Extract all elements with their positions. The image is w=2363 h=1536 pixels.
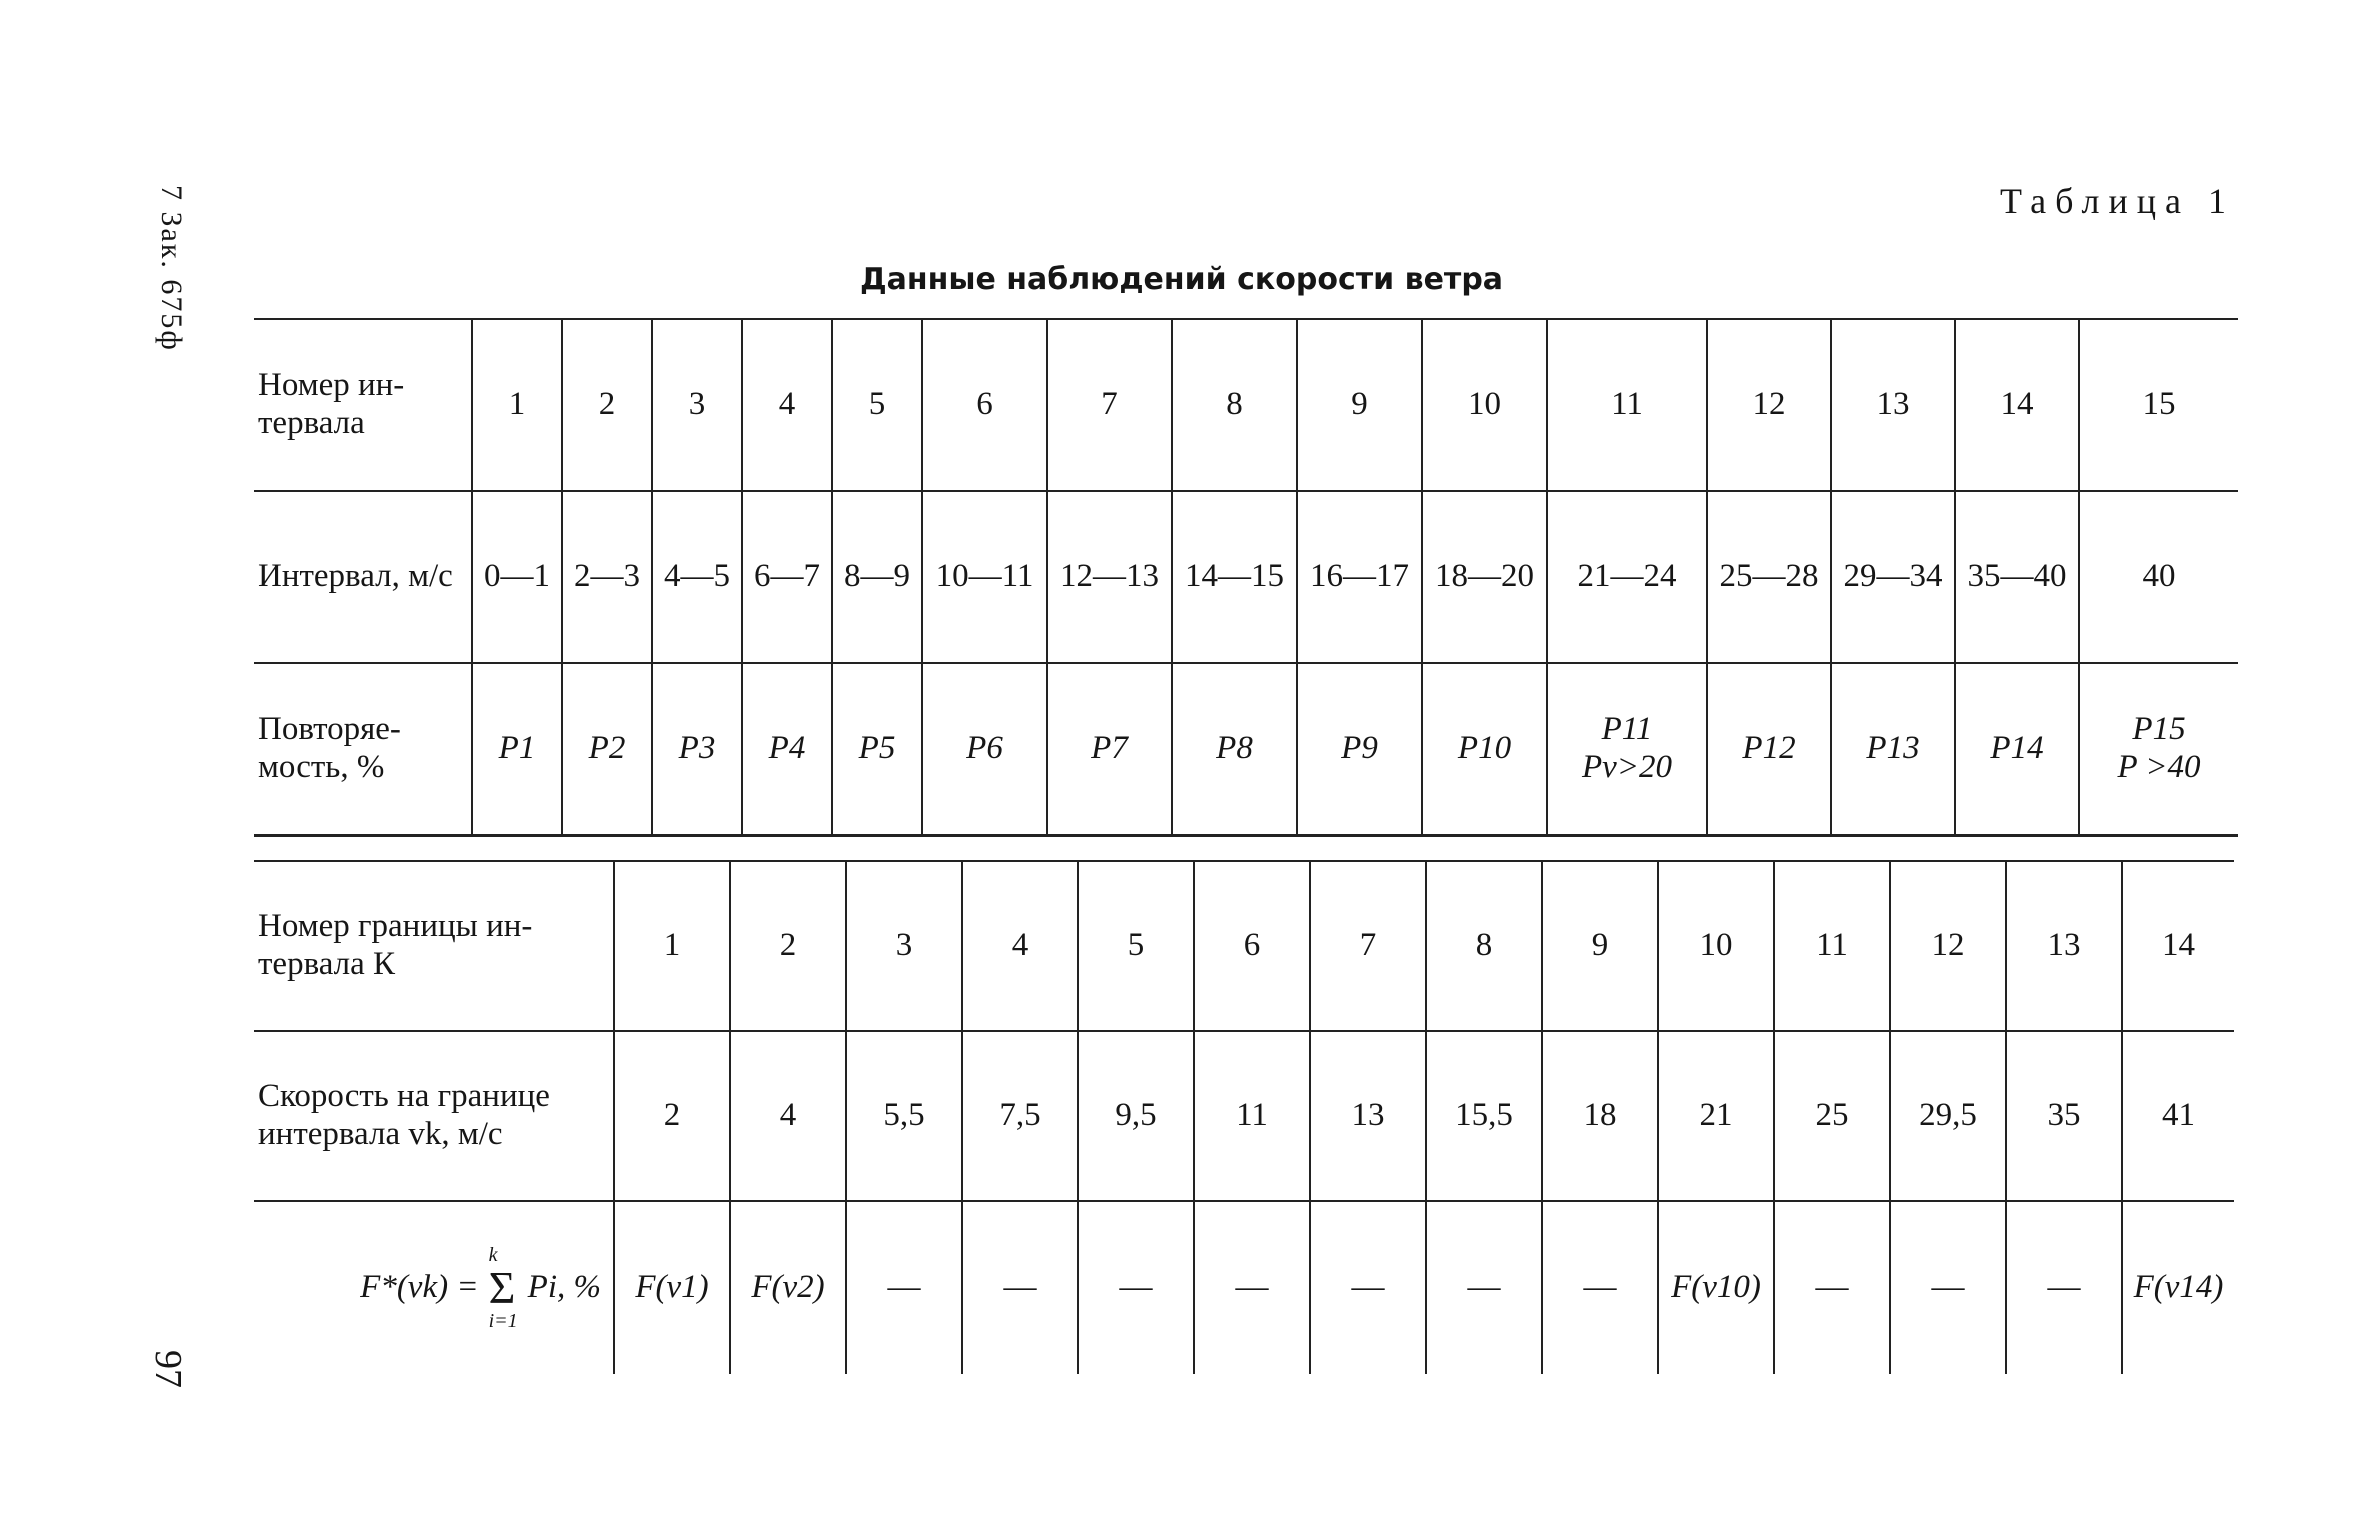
table-cell: 5 bbox=[832, 319, 922, 491]
table-cell: 12—13 bbox=[1047, 491, 1172, 663]
cell-value: P11 bbox=[1601, 710, 1653, 747]
table-cell: — bbox=[1542, 1201, 1658, 1374]
table-cell: P14 bbox=[1955, 663, 2079, 835]
table-cell: 4—5 bbox=[652, 491, 742, 663]
table-cell: 15 bbox=[2079, 319, 2238, 491]
table-cell: 6 bbox=[922, 319, 1047, 491]
table-cell: 29—34 bbox=[1831, 491, 1955, 663]
table-cell: 1 bbox=[472, 319, 562, 491]
table-cell: P2 bbox=[562, 663, 652, 835]
table-cell: 15,5 bbox=[1426, 1031, 1542, 1201]
table-cell: 14—15 bbox=[1172, 491, 1297, 663]
table-cell: 14 bbox=[2122, 861, 2234, 1031]
table-cell: 2—3 bbox=[562, 491, 652, 663]
table-cell: F(v1) bbox=[614, 1201, 730, 1374]
table-cell: 9 bbox=[1542, 861, 1658, 1031]
table-row bbox=[254, 491, 2238, 663]
table-cell: P12 bbox=[1707, 663, 1831, 835]
table-cell: 4 bbox=[742, 319, 832, 491]
table-cell: 7 bbox=[1047, 319, 1172, 491]
table-cell: — bbox=[1774, 1201, 1890, 1374]
table-cell bbox=[2079, 663, 2238, 835]
table-cell: 25—28 bbox=[1707, 491, 1831, 663]
table-cell: 11 bbox=[1194, 1031, 1310, 1201]
table-row bbox=[254, 861, 2234, 1031]
table-cell: — bbox=[1194, 1201, 1310, 1374]
table-cell: 10—11 bbox=[922, 491, 1047, 663]
table-cell: P7 bbox=[1047, 663, 1172, 835]
table-cell: 9,5 bbox=[1078, 1031, 1194, 1201]
table-cell: 7 bbox=[1310, 861, 1426, 1031]
table-cell: 13 bbox=[1310, 1031, 1426, 1201]
table-cell: 4 bbox=[730, 1031, 846, 1201]
formula-lhs: F*(vk) = bbox=[360, 1269, 479, 1306]
row-header-frequency: Повторяе- мость, % bbox=[254, 663, 472, 835]
table-cell: P1 bbox=[472, 663, 562, 835]
table-cell: 2 bbox=[562, 319, 652, 491]
table-cell: 25 bbox=[1774, 1031, 1890, 1201]
table-cell: 9 bbox=[1297, 319, 1422, 491]
table-cell: 5,5 bbox=[846, 1031, 962, 1201]
table-cell: 10 bbox=[1422, 319, 1547, 491]
table-cell: — bbox=[1890, 1201, 2006, 1374]
row-header-boundary-speed: Скорость на границе интервала vk, м/с bbox=[254, 1031, 614, 1201]
table-cell: 2 bbox=[730, 861, 846, 1031]
table-cell: — bbox=[846, 1201, 962, 1374]
table-cell: 21 bbox=[1658, 1031, 1774, 1201]
table-cell: 4 bbox=[962, 861, 1078, 1031]
table-cell: P6 bbox=[922, 663, 1047, 835]
wind-speed-intervals-table bbox=[254, 318, 2238, 837]
table-cell: 10 bbox=[1658, 861, 1774, 1031]
row-header-interval-number: Номер ин- тервала bbox=[254, 319, 472, 491]
table-cell: 12 bbox=[1890, 861, 2006, 1031]
sum-lower-limit: i=1 bbox=[488, 1310, 518, 1332]
table-cell: 35 bbox=[2006, 1031, 2122, 1201]
table-row bbox=[254, 319, 2238, 491]
table-cell: 14 bbox=[1955, 319, 2079, 491]
table-label: Таблица 1 bbox=[2000, 181, 2235, 221]
table-cell: 11 bbox=[1774, 861, 1890, 1031]
table-cell: 8—9 bbox=[832, 491, 922, 663]
table-cell: P3 bbox=[652, 663, 742, 835]
table-cell: 12 bbox=[1707, 319, 1831, 491]
table-cell: 5 bbox=[1078, 861, 1194, 1031]
table-cell: 7,5 bbox=[962, 1031, 1078, 1201]
table-cell: — bbox=[1078, 1201, 1194, 1374]
interval-boundaries-table bbox=[254, 860, 2234, 1374]
table-cell: 2 bbox=[614, 1031, 730, 1201]
cumulative-formula bbox=[258, 1245, 613, 1331]
table-cell: 16—17 bbox=[1297, 491, 1422, 663]
table-cell: P10 bbox=[1422, 663, 1547, 835]
table-cell: 3 bbox=[846, 861, 962, 1031]
table-title: Данные наблюдений скорости ветра bbox=[859, 262, 1504, 297]
cell-value: P15 bbox=[2132, 710, 2186, 747]
table-cell: — bbox=[2006, 1201, 2122, 1374]
table-cell: F(v2) bbox=[730, 1201, 846, 1374]
table-cell: P5 bbox=[832, 663, 922, 835]
table-cell: F(v14) bbox=[2122, 1201, 2234, 1374]
table-cell: — bbox=[1426, 1201, 1542, 1374]
table-cell: 35—40 bbox=[1955, 491, 2079, 663]
table-cell: 11 bbox=[1547, 319, 1707, 491]
page-number: 97 bbox=[147, 1350, 189, 1388]
table-cell: 18—20 bbox=[1422, 491, 1547, 663]
table-row bbox=[254, 663, 2238, 835]
table-cell: P4 bbox=[742, 663, 832, 835]
table-cell: 8 bbox=[1426, 861, 1542, 1031]
table-row bbox=[254, 1201, 2234, 1374]
summation-sign bbox=[489, 1245, 518, 1331]
cell-note: P >40 bbox=[2117, 748, 2201, 785]
row-header-boundary-number: Номер границы ин- тервала К bbox=[254, 861, 614, 1031]
table-cell: 41 bbox=[2122, 1031, 2234, 1201]
table-cell: 1 bbox=[614, 861, 730, 1031]
sum-symbol: Σ bbox=[488, 1262, 516, 1313]
table-cell: 6—7 bbox=[742, 491, 832, 663]
row-header-cumulative-formula bbox=[254, 1201, 614, 1374]
table-cell: 40 bbox=[2079, 491, 2238, 663]
table-cell: — bbox=[962, 1201, 1078, 1374]
table-cell: 29,5 bbox=[1890, 1031, 2006, 1201]
table-row bbox=[254, 1031, 2234, 1201]
table-cell: F(v10) bbox=[1658, 1201, 1774, 1374]
formula-rhs: Pi, % bbox=[527, 1269, 601, 1306]
table-cell: 18 bbox=[1542, 1031, 1658, 1201]
table-cell: P9 bbox=[1297, 663, 1422, 835]
table-cell bbox=[1547, 663, 1707, 835]
table-cell: 3 bbox=[652, 319, 742, 491]
table-cell: P13 bbox=[1831, 663, 1955, 835]
table-cell: 13 bbox=[2006, 861, 2122, 1031]
table-cell: 8 bbox=[1172, 319, 1297, 491]
table-cell: 6 bbox=[1194, 861, 1310, 1031]
table-cell: P8 bbox=[1172, 663, 1297, 835]
table-cell: 13 bbox=[1831, 319, 1955, 491]
table-cell: 0—1 bbox=[472, 491, 562, 663]
row-header-interval: Интервал, м/с bbox=[254, 491, 472, 663]
margin-note: 7 Зак. 675ф bbox=[155, 185, 188, 352]
cell-note: Pv>20 bbox=[1581, 748, 1673, 785]
table-cell: — bbox=[1310, 1201, 1426, 1374]
sum-upper-limit: k bbox=[488, 1244, 498, 1266]
table-cell: 21—24 bbox=[1547, 491, 1707, 663]
